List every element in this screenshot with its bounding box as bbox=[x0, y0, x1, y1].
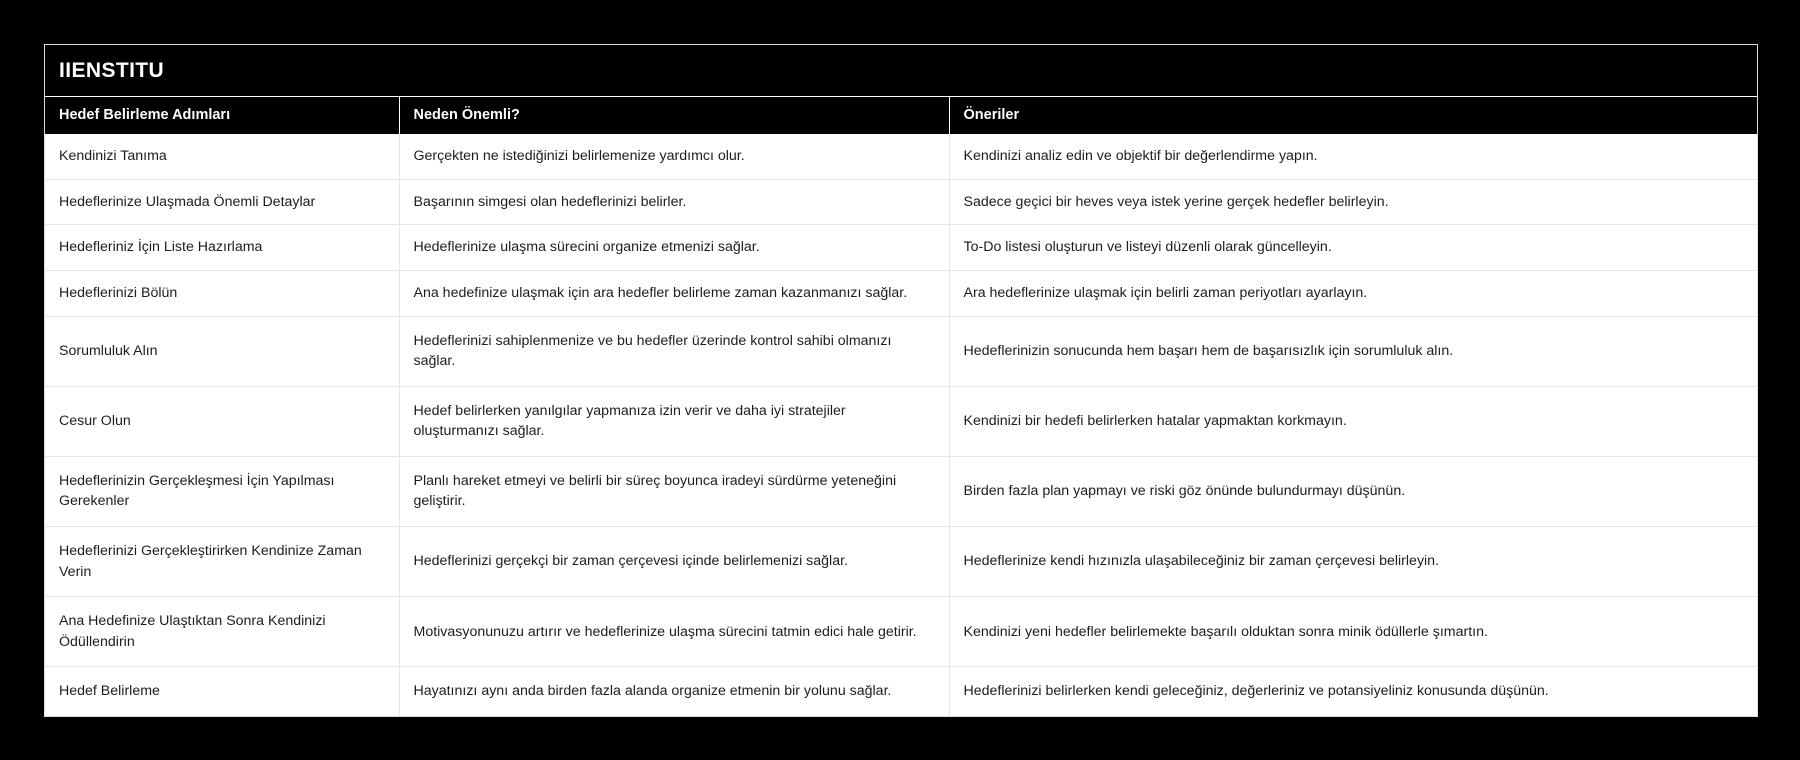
cell-step: Ana Hedefinize Ulaştıktan Sonra Kendinizi Ödüllendirin bbox=[45, 597, 399, 667]
cell-why: Hedeflerinizi gerçekçi bir zaman çerçevesi içinde belirlemenizi sağlar. bbox=[399, 527, 949, 597]
cell-step: Kendinizi Tanıma bbox=[45, 134, 399, 179]
cell-step: Hedeflerinizi Bölün bbox=[45, 270, 399, 316]
column-header-why: Neden Önemli? bbox=[399, 97, 949, 134]
cell-why: Hedeflerinize ulaşma sürecini organize etmenizi sağlar. bbox=[399, 225, 949, 271]
cell-tip: Kendinizi analiz edin ve objektif bir değerlendirme yapın. bbox=[949, 134, 1757, 179]
cell-tip: Ara hedeflerinize ulaşmak için belirli zaman periyotları ayarlayın. bbox=[949, 270, 1757, 316]
cell-tip: Sadece geçici bir heves veya istek yerine gerçek hedefler belirleyin. bbox=[949, 179, 1757, 225]
cell-tip: Birden fazla plan yapmayı ve riski göz önünde bulundurmayı düşünün. bbox=[949, 456, 1757, 526]
cell-step: Cesur Olun bbox=[45, 386, 399, 456]
table-row bbox=[45, 456, 1757, 526]
table-row bbox=[45, 667, 1757, 716]
cell-why: Başarının simgesi olan hedeflerinizi belirler. bbox=[399, 179, 949, 225]
cell-why: Hayatınızı aynı anda birden fazla alanda organize etmenin bir yolunu sağlar. bbox=[399, 667, 949, 716]
table-row bbox=[45, 179, 1757, 225]
table-row bbox=[45, 597, 1757, 667]
cell-tip: Kendinizi yeni hedefler belirlemekte başarılı olduktan sonra minik ödüllerle şımartın. bbox=[949, 597, 1757, 667]
table-head bbox=[45, 97, 1757, 134]
cell-tip: Hedeflerinize kendi hızınızla ulaşabileceğiniz bir zaman çerçevesi belirleyin. bbox=[949, 527, 1757, 597]
cell-step: Hedefleriniz İçin Liste Hazırlama bbox=[45, 225, 399, 271]
cell-tip: Hedeflerinizi belirlerken kendi geleceğiniz, değerleriniz ve potansiyeliniz konusunda düşünün. bbox=[949, 667, 1757, 716]
table-row bbox=[45, 386, 1757, 456]
column-header-steps: Hedef Belirleme Adımları bbox=[45, 97, 399, 134]
cell-why: Planlı hareket etmeyi ve belirli bir süreç boyunca iradeyi sürdürme yeteneğini geliştirir. bbox=[399, 456, 949, 526]
cell-why: Hedef belirlerken yanılgılar yapmanıza izin verir ve daha iyi stratejiler oluşturmanızı sağlar. bbox=[399, 386, 949, 456]
cell-step: Hedeflerinize Ulaşmada Önemli Detaylar bbox=[45, 179, 399, 225]
brand-header bbox=[45, 45, 1757, 97]
cell-tip: Hedeflerinizin sonucunda hem başarı hem de başarısızlık için sorumluluk alın. bbox=[949, 316, 1757, 386]
goal-setting-table-card bbox=[44, 44, 1758, 717]
cell-why: Ana hedefinize ulaşmak için ara hedefler belirleme zaman kazanmanızı sağlar. bbox=[399, 270, 949, 316]
table-row bbox=[45, 270, 1757, 316]
cell-tip: Kendinizi bir hedefi belirlerken hatalar yapmaktan korkmayın. bbox=[949, 386, 1757, 456]
cell-step: Hedef Belirleme bbox=[45, 667, 399, 716]
table-row bbox=[45, 527, 1757, 597]
cell-why: Gerçekten ne istediğinizi belirlemenize yardımcı olur. bbox=[399, 134, 949, 179]
table-row bbox=[45, 225, 1757, 271]
table-row bbox=[45, 134, 1757, 179]
goal-setting-table bbox=[45, 97, 1757, 716]
cell-step: Sorumluluk Alın bbox=[45, 316, 399, 386]
table-body bbox=[45, 134, 1757, 716]
cell-why: Hedeflerinizi sahiplenmenize ve bu hedefler üzerinde kontrol sahibi olmanızı sağlar. bbox=[399, 316, 949, 386]
cell-tip: To-Do listesi oluşturun ve listeyi düzenli olarak güncelleyin. bbox=[949, 225, 1757, 271]
cell-step: Hedeflerinizi Gerçekleştirirken Kendinize Zaman Verin bbox=[45, 527, 399, 597]
table-header-row bbox=[45, 97, 1757, 134]
brand-logo-text: IIENSTITU bbox=[59, 59, 165, 82]
cell-step: Hedeflerinizin Gerçekleşmesi İçin Yapılması Gerekenler bbox=[45, 456, 399, 526]
cell-why: Motivasyonunuzu artırır ve hedeflerinize ulaşma sürecini tatmin edici hale getirir. bbox=[399, 597, 949, 667]
table-row bbox=[45, 316, 1757, 386]
column-header-suggestions: Öneriler bbox=[949, 97, 1757, 134]
